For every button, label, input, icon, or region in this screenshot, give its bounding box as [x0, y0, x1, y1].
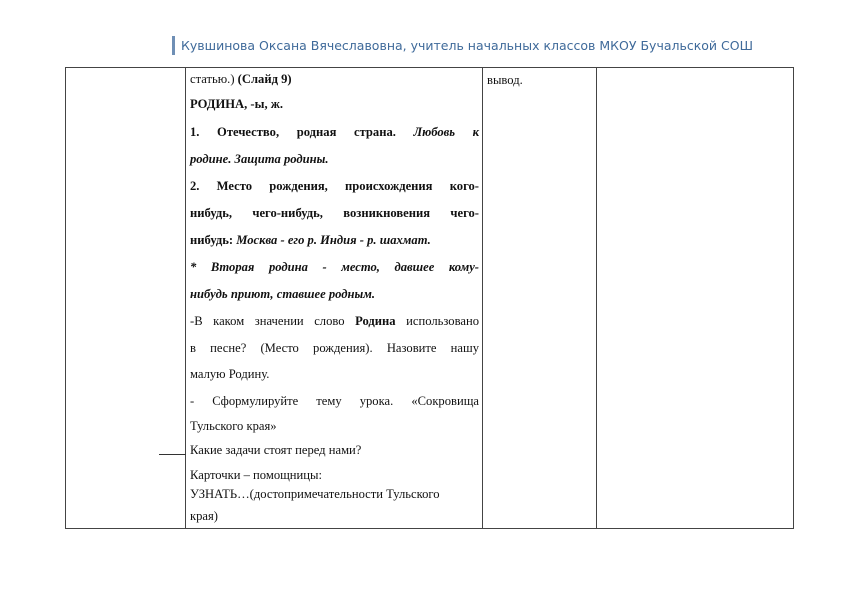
- definition-3-cont: нибудь приют, ставшее родным.: [190, 287, 376, 301]
- text-fragment: малую Родину.: [190, 367, 270, 381]
- table-cell-teacher-activity: [186, 68, 483, 529]
- page-header: [172, 35, 753, 55]
- text-fragment: статью.): [190, 72, 238, 86]
- text-fragment: Карточки – помощницы:: [190, 467, 322, 482]
- question-line: [190, 437, 479, 463]
- student-activity-content: [483, 68, 596, 90]
- text-fragment: УЗНАТЬ…(достопримечательности Тульского: [190, 486, 440, 501]
- keyword-rodina: Родина: [355, 314, 396, 328]
- lesson-topic: Тульского края»: [190, 418, 277, 433]
- definition-2-end: нибудь:: [190, 233, 237, 247]
- definition-line: [190, 173, 479, 200]
- definition-line: [190, 281, 479, 308]
- definition-1: 1. Отечество, родная страна.: [190, 125, 414, 139]
- teacher-activity-content: [186, 68, 482, 528]
- definition-line: [190, 146, 479, 173]
- question-line: [190, 308, 479, 335]
- text-line: [190, 89, 479, 119]
- text-line: вывод.: [487, 73, 523, 87]
- lesson-table: [65, 67, 794, 529]
- table-cell-student-activity: [483, 68, 597, 529]
- underline-mark: [159, 454, 186, 455]
- header-author-text: Кувшинова Оксана Вячеславовна, учитель начальных классов МКОУ Бучальской СОШ: [181, 37, 753, 53]
- text-line: [190, 69, 479, 89]
- question-line: [190, 335, 479, 362]
- text-fragment: в песне? (Место рождения). Назовите нашу: [190, 340, 479, 355]
- definition-3: * Вторая родина - место, давшее кому-: [190, 260, 479, 274]
- question-line: [190, 388, 479, 415]
- question-line: [190, 361, 479, 388]
- definition-line: [190, 227, 479, 254]
- definition-2: 2. Место рождения, происхождения кого-: [190, 179, 479, 193]
- slide-reference: (Слайд 9): [237, 72, 292, 86]
- table-cell-notes: [597, 68, 794, 529]
- cards-line: [190, 463, 479, 485]
- definition-2-example: Москва - его р. Индия - р. шахмат.: [236, 233, 431, 247]
- text-fragment: края): [190, 508, 218, 523]
- definition-line: [190, 254, 479, 281]
- dictionary-headword: РОДИНА, -ы, ж.: [190, 97, 284, 111]
- definition-1-example-cont: родине. Защита родины.: [190, 152, 329, 166]
- text-fragment: использовано: [395, 314, 479, 328]
- definition-line: [190, 119, 479, 146]
- definition-1-example: Любовь к: [413, 125, 480, 139]
- text-fragment: -В каком значении слово: [190, 314, 356, 328]
- table-row: [66, 68, 794, 529]
- table-cell-stage: [66, 68, 186, 529]
- cards-line: [190, 485, 479, 504]
- definition-line: [190, 200, 479, 227]
- text-fragment: Какие задачи стоят перед нами?: [190, 442, 362, 457]
- question-line: [190, 415, 479, 437]
- cards-line: [190, 504, 479, 528]
- header-accent-bar: [172, 36, 175, 55]
- text-fragment: - Сформулируйте тему урока. «Сокровища: [190, 393, 479, 408]
- definition-2-cont: нибудь, чего-нибудь, возникновения чего-: [190, 206, 479, 220]
